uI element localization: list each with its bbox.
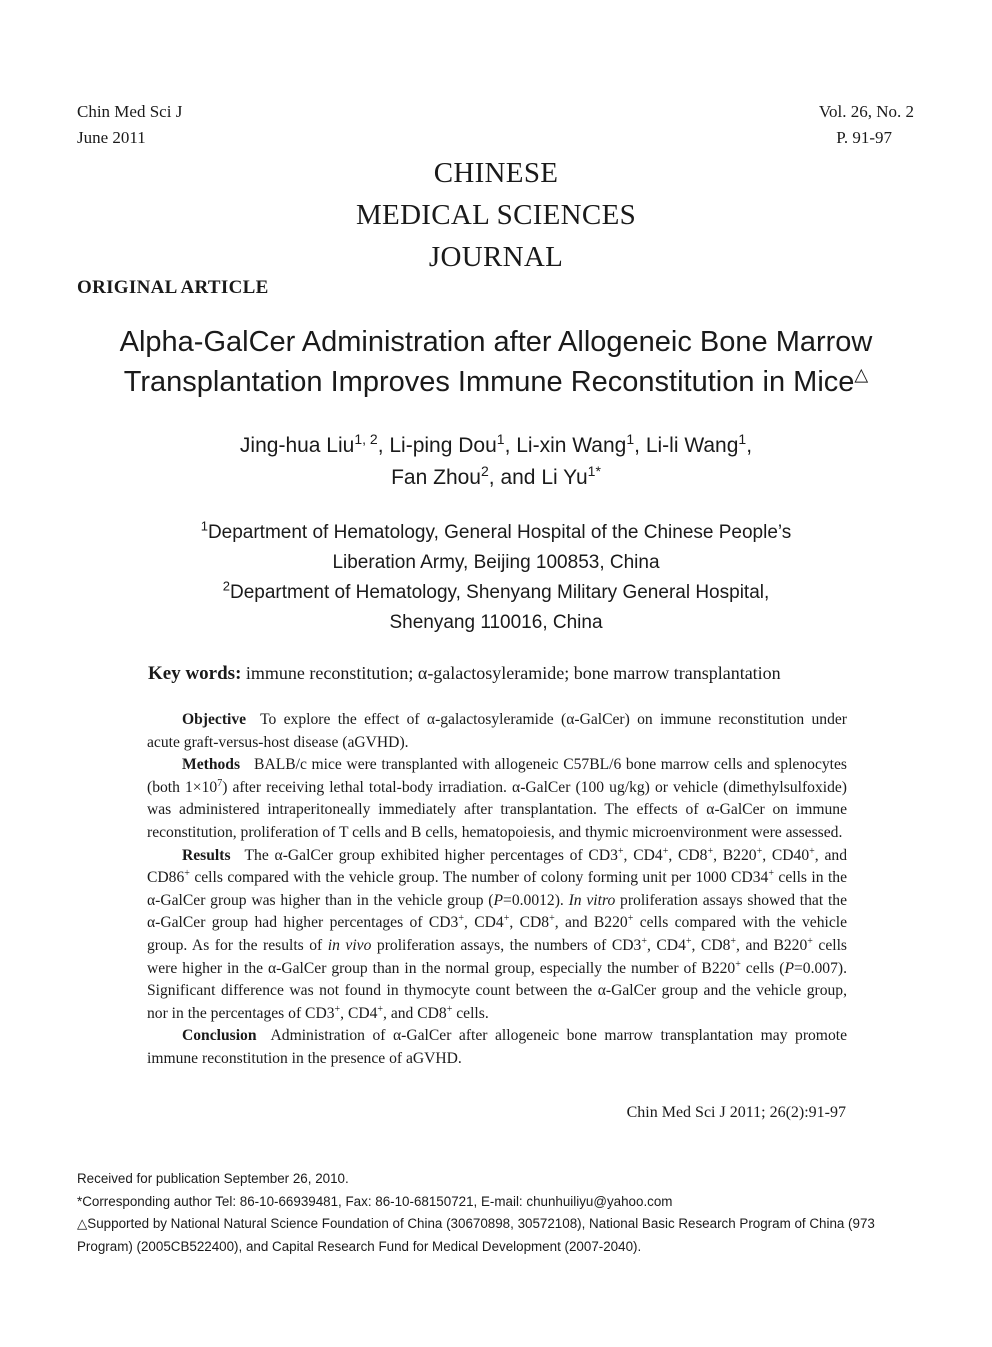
- superscript-plus: +: [627, 913, 634, 925]
- footnote-corresponding: *Corresponding author Tel: 86-10-66939481, Fax: 86-10-68150721, E-mail: chunhuiliyu@yahoo.com: [77, 1193, 673, 1209]
- superscript-plus: +: [458, 913, 464, 925]
- abstract-results: [147, 845, 847, 1026]
- p-value-symbol: P: [493, 891, 504, 909]
- affiliation-text: Department of Hematology, General Hospital of the Chinese People’s: [207, 522, 792, 543]
- superscript-plus: +: [730, 935, 737, 947]
- p-value-symbol: P: [784, 959, 795, 977]
- author-name: Li-ping Dou: [389, 434, 497, 457]
- affiliation-number: 1: [200, 518, 208, 534]
- superscript-plus: +: [446, 1003, 453, 1015]
- page-range: P. 91-97: [836, 128, 892, 147]
- author-affiliation-mark: 1: [626, 431, 635, 447]
- author-line: [90, 430, 902, 462]
- author-affiliation-mark: 1*: [587, 463, 601, 479]
- footnote-support: △Supported by National Natural Science Foundation of China (30670898, 30572108), National Basic Research Program of China (973 Program) (2005CB522400), and Capital Research Fund for Medical Development (2007-2040).: [77, 1216, 875, 1254]
- superscript-plus: +: [503, 913, 510, 925]
- keywords-text: immune reconstitution; α-galactosyleramide; bone marrow transplantation: [245, 663, 781, 683]
- abstract-text: , CD4: [623, 846, 663, 864]
- abstract-text: Administration of α-GalCer after allogeneic bone marrow transplantation may promote immune reconstitution in the presence of aGVHD.: [147, 1027, 847, 1067]
- journal-title-line: CHINESE: [433, 157, 559, 189]
- affiliation-line: Liberation Army, Beijing 100853, China: [332, 552, 660, 573]
- abstract-text: cells in the α-GalCer group was higher than in the vehicle group (: [147, 869, 848, 909]
- superscript: 7: [217, 777, 223, 789]
- abstract-label: Conclusion: [182, 1027, 257, 1045]
- abstract-text: , CD8: [691, 936, 731, 954]
- journal-title-line: MEDICAL SCIENCES: [355, 199, 637, 231]
- abstract-text: cells compared with the vehicle group. The number of colony forming unit per 1000 CD34: [189, 869, 769, 887]
- section-label: ORIGINAL ARTICLE: [77, 277, 269, 298]
- affiliation-line: [60, 518, 932, 548]
- abstract-text: cells were higher in the α-GalCer group than in the normal group, especially the number of B220: [147, 936, 847, 977]
- abstract-text: , CD4: [647, 936, 686, 954]
- running-header-right: [819, 99, 914, 151]
- abstract-methods: [147, 754, 847, 844]
- abstract-text: proliferation assays, the numbers of CD3: [371, 936, 642, 954]
- abstract-text: proliferation assays showed that the α-GalCer group had higher percentages of CD3: [147, 891, 848, 932]
- author-separator: ,: [377, 434, 390, 457]
- abstract-label: Objective: [182, 711, 247, 728]
- abstract-text: The α-GalCer group exhibited higher percentages of CD3: [244, 846, 618, 864]
- superscript-plus: +: [662, 845, 669, 857]
- abstract-text: ) after receiving lethal total-body irradiation. α-GalCer (100 ug/kg) or vehicle (dimethylsulfoxide) was administered intraperitoneally immediately after transplantation. The effects of α-GalCer on immune reconstitution, proliferation of T cells and B cells, hematopoiesis, and thymic microenvironment were assessed.: [147, 778, 847, 841]
- abstract-conclusion: [147, 1025, 847, 1070]
- keywords-label: Key words:: [148, 663, 242, 684]
- affiliation-number: 2: [222, 578, 230, 594]
- abstract-label: Results: [182, 846, 231, 864]
- affiliation-list: [60, 518, 932, 638]
- superscript-plus: +: [809, 845, 815, 857]
- superscript-plus: +: [184, 867, 190, 879]
- abstract-text: , CD4: [340, 1004, 378, 1022]
- abstract-objective: [147, 709, 847, 754]
- volume-number: Vol. 26, No. 2: [818, 102, 914, 121]
- author-name: Fan Zhou: [391, 466, 481, 489]
- superscript-plus: +: [707, 845, 714, 857]
- article-title: [40, 322, 952, 402]
- author-line: [90, 462, 902, 494]
- author-affiliation-mark: 1: [496, 431, 505, 447]
- in-vivo-term: in vivo: [327, 936, 372, 954]
- in-vitro-term: In vitro: [568, 891, 616, 909]
- issue-date: June 2011: [77, 128, 146, 147]
- superscript-plus: +: [549, 913, 555, 925]
- author-name: Jing-hua Liu: [239, 434, 355, 457]
- superscript-plus: +: [735, 958, 741, 970]
- superscript-plus: +: [807, 935, 813, 947]
- abstract-text: , CD4: [464, 914, 504, 932]
- abstract-text: , CD40: [762, 846, 810, 864]
- footnote-triangle-mark: △: [854, 364, 869, 385]
- journal-abbrev: Chin Med Sci J: [77, 102, 183, 121]
- superscript-plus: +: [685, 935, 692, 947]
- author-separator: , and: [488, 466, 542, 489]
- abstract-label: Methods: [182, 756, 241, 774]
- superscript-plus: +: [768, 867, 774, 879]
- superscript-plus: +: [756, 845, 763, 857]
- affiliation-line: Shenyang 110016, China: [389, 612, 603, 633]
- abstract-text: cells.: [452, 1004, 489, 1022]
- author-name: Li Yu: [541, 466, 588, 489]
- abstract-text: , and CD86: [147, 846, 847, 887]
- abstract-text: =0.007). Significant difference was not found in thymocyte count between the α-GalCer group and the vehicle group, nor in the percentages of CD3: [147, 959, 847, 1022]
- journal-title-line: JOURNAL: [428, 241, 564, 273]
- author-affiliation-mark: 1: [738, 431, 747, 447]
- abstract-text: To explore the effect of α-galactosyleramide (α-GalCer) on immune reconstitution under acute graft-versus-host disease (aGVHD).: [147, 711, 847, 751]
- abstract-text: cells compared with the vehicle group. As for the results of: [147, 914, 847, 954]
- abstract-text: =0.0012).: [503, 891, 569, 909]
- superscript-plus: +: [377, 1003, 384, 1015]
- author-affiliation-mark: 2: [480, 463, 489, 479]
- abstract-text: , and CD8: [383, 1004, 447, 1022]
- footnotes: [77, 1168, 919, 1258]
- author-separator: ,: [504, 434, 517, 457]
- abstract-text: , CD8: [668, 846, 708, 864]
- abstract-text: , and B220: [736, 936, 808, 954]
- affiliation-text: Department of Hematology, Shenyang Military General Hospital,: [229, 582, 770, 603]
- author-name: Li-li Wang: [645, 434, 739, 457]
- article-title-line: [40, 362, 952, 402]
- journal-title: [0, 152, 992, 278]
- affiliation-line: [60, 578, 932, 608]
- superscript-plus: +: [641, 935, 647, 947]
- author-separator: ,: [746, 434, 753, 457]
- abstract-text: , B220: [713, 846, 757, 864]
- article-title-line: Alpha-GalCer Administration after Allogeneic Bone Marrow: [119, 326, 873, 358]
- keywords: [148, 663, 781, 685]
- author-separator: ,: [634, 434, 646, 457]
- author-list: [90, 430, 902, 494]
- citation: Chin Med Sci J 2011; 26(2):91-97: [626, 1104, 846, 1121]
- author-affiliation-mark: 1, 2: [354, 431, 378, 447]
- footnote-received: Received for publication September 26, 2010.: [77, 1171, 349, 1186]
- abstract-text: , CD8: [509, 914, 550, 932]
- article-title-text: Transplantation Improves Immune Reconstitution in Mice: [123, 366, 855, 398]
- superscript-plus: +: [617, 845, 624, 857]
- abstract-text: , and B220: [554, 914, 628, 932]
- running-header-left: [77, 99, 182, 151]
- abstract-text: BALB/c mice were transplanted with allogeneic C57BL/6 bone marrow cells and splenocytes (both 1×10: [147, 756, 847, 796]
- superscript-plus: +: [334, 1003, 341, 1015]
- abstract: [147, 709, 847, 1071]
- author-name: Li-xin Wang: [516, 434, 627, 457]
- abstract-text: cells (: [740, 959, 785, 977]
